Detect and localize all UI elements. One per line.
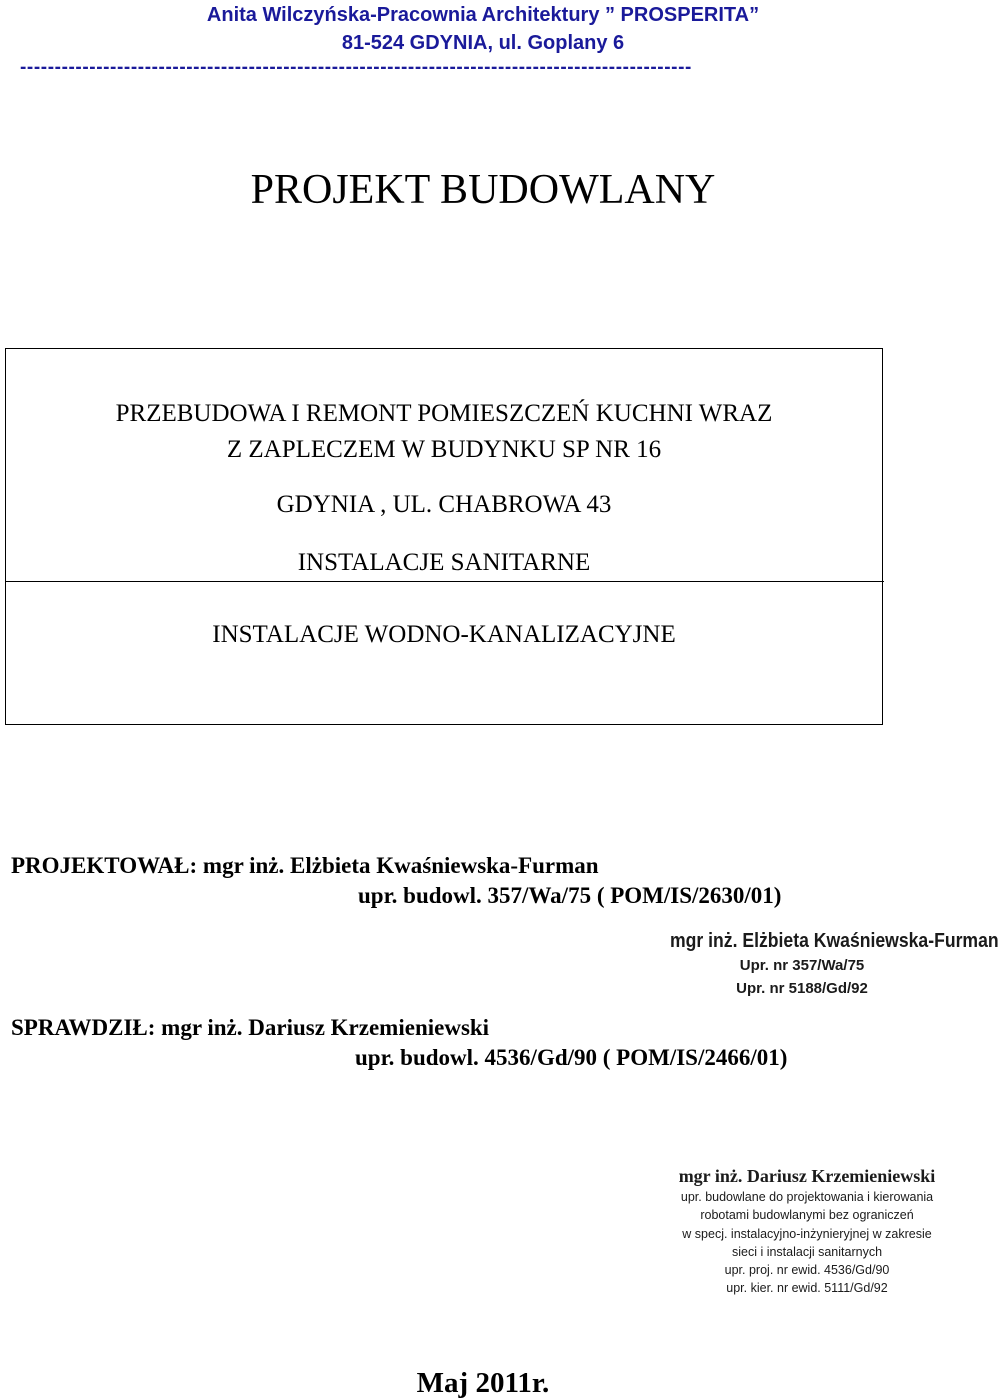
project-scope-water-sewage: INSTALACJE WODNO-KANALIZACYJNE: [212, 621, 676, 648]
project-box: [5, 348, 883, 725]
designer-line: PROJEKTOWAŁ: mgr inż. Elżbieta Kwaśniewska-Furman: [11, 853, 599, 878]
designer-stamp-license-2: Upr. nr 5188/Gd/92: [736, 980, 868, 997]
checker-line: SPRAWDZIŁ: mgr inż. Dariusz Krzemieniewski: [11, 1015, 490, 1040]
designer-stamp-name: mgr inż. Elżbieta Kwaśniewska-Furman: [670, 930, 999, 952]
document-date: Maj 2011r.: [416, 1367, 550, 1399]
header-separator: -------------------------------------------------------------------------------------------------: [20, 57, 692, 78]
checker-stamp-line: w specj. instalacyjno-inżynieryjnej w zakresie: [682, 1226, 932, 1241]
checker-stamp-line: upr. proj. nr ewid. 4536/Gd/90: [724, 1263, 890, 1278]
checker-stamp: [654, 1164, 960, 1298]
project-address: GDYNIA , UL. CHABROWA 43: [276, 491, 612, 518]
box-divider: [5, 581, 884, 582]
checker-stamp-line: sieci i instalacji sanitarnych: [731, 1244, 883, 1259]
checker-stamp-line: robotami budowlanymi bez ograniczeń: [700, 1208, 914, 1223]
document-title: PROJEKT BUDOWLANY: [250, 167, 716, 213]
company-address: 81-524 GDYNIA, ul. Goplany 6: [341, 32, 625, 54]
checker-stamp-line: upr. kier. nr ewid. 5111/Gd/92: [726, 1281, 888, 1296]
designer-license: upr. budowl. 357/Wa/75 ( POM/IS/2630/01): [358, 883, 782, 908]
project-title-line-2: Z ZAPLECZEM W BUDYNKU SP NR 16: [226, 436, 662, 463]
designer-stamp-license-1: Upr. nr 357/Wa/75: [739, 957, 865, 974]
company-name: Anita Wilczyńska-Pracownia Architektury ” PROSPERITA”: [206, 4, 760, 26]
designer-stamp: [652, 928, 999, 1000]
checker-stamp-name: mgr inż. Dariusz Krzemieniewski: [678, 1166, 936, 1186]
project-title-line-1: PRZEBUDOWA I REMONT POMIESZCZEŃ KUCHNI WRAZ: [115, 400, 773, 427]
checker-stamp-line: upr. budowlane do projektowania i kierowania: [680, 1190, 934, 1204]
project-scope-sanitary: INSTALACJE SANITARNE: [297, 549, 591, 576]
checker-license: upr. budowl. 4536/Gd/90 ( POM/IS/2466/01): [355, 1045, 788, 1070]
